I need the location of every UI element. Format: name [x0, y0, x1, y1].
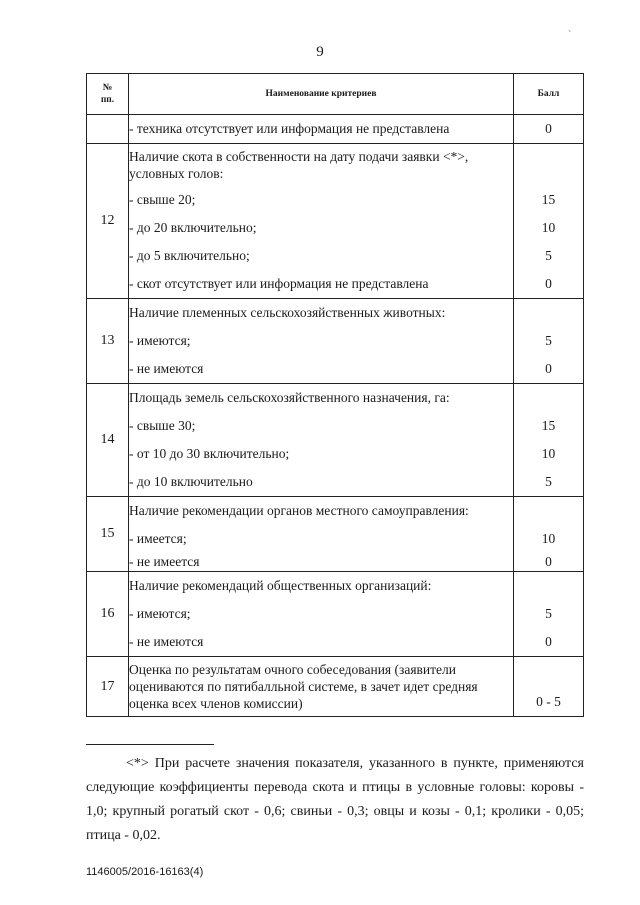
criterion-option: - имеются; — [129, 606, 191, 621]
criterion-option: - имеется; — [129, 531, 187, 546]
criterion-score: 10 — [541, 446, 556, 461]
criterion-option: - техника отсутствует или информация не представлена — [129, 115, 514, 144]
scan-mark: ˋ — [568, 30, 572, 41]
table-header-row — [87, 74, 584, 115]
table-row — [87, 657, 584, 717]
criterion-score-cell — [514, 144, 584, 299]
criteria-table — [86, 73, 584, 717]
table-row — [87, 497, 584, 572]
header-number-abbr: пп. — [100, 95, 115, 105]
criterion-score: 5 — [545, 248, 552, 263]
criterion-title: Оценка по результатам очного собеседования (заявители оцениваются по пятибалльной системе, в зачет идет средняя оценка всех членов комиссии) — [129, 662, 478, 711]
criterion-cell — [129, 497, 514, 572]
criterion-score: 5 — [545, 606, 552, 621]
footnote: <*> При расчете значения показателя, указанного в пункте, применяются следующие коэффициенты перевода скота и птицы в условные головы: коровы - 1,0; крупный рогатый скот - 0,6; свиньи - 0,3; овцы и козы - 0,1; кролики - 0,05; птица - 0,02. — [86, 756, 584, 843]
table-row — [87, 144, 584, 299]
criterion-score: 0 — [545, 554, 552, 569]
criterion-score: 10 — [541, 531, 556, 546]
criterion-cell — [129, 384, 514, 497]
criterion-title: Наличие племенных сельскохозяйственных животных: — [129, 305, 446, 320]
criterion-cell — [129, 572, 514, 657]
row-number — [87, 115, 129, 144]
criterion-option: - до 10 включительно — [129, 474, 253, 489]
criterion-score: 0 - 5 — [536, 694, 561, 709]
table-row-continued — [87, 115, 584, 144]
criterion-cell — [129, 657, 514, 717]
criterion-score: 15 — [541, 192, 556, 207]
criterion-score-cell — [514, 572, 584, 657]
criterion-title: Наличие скота в собственности на дату подачи заявки <*>, условных голов: — [129, 149, 469, 181]
criterion-title: Площадь земель сельскохозяйственного назначения, га: — [129, 390, 450, 405]
criterion-score: 0 — [545, 361, 552, 376]
table-row — [87, 299, 584, 384]
criterion-score: 0 — [514, 115, 584, 144]
criterion-cell — [129, 144, 514, 299]
criterion-score-cell — [514, 299, 584, 384]
criterion-option: - не имеются — [129, 361, 204, 376]
row-number: 17 — [87, 657, 129, 717]
footnote-divider — [86, 744, 214, 745]
criterion-title: Наличие рекомендаций общественных организаций: — [129, 578, 432, 593]
criterion-title: Наличие рекомендации органов местного самоуправления: — [129, 503, 469, 518]
criterion-score: 5 — [545, 333, 552, 348]
table-row — [87, 572, 584, 657]
criterion-option: - до 5 включительно; — [129, 248, 250, 263]
header-number-symbol: № — [102, 83, 113, 93]
criterion-option: - свыше 30; — [129, 418, 196, 433]
criterion-score: 0 — [545, 276, 552, 291]
row-number: 12 — [87, 144, 129, 299]
criterion-score: 0 — [545, 634, 552, 649]
criterion-score-cell — [514, 497, 584, 572]
criterion-option: - свыше 20; — [129, 192, 196, 207]
row-number: 13 — [87, 299, 129, 384]
header-number — [87, 74, 129, 115]
criterion-score-cell — [514, 384, 584, 497]
criterion-option: - имеются; — [129, 333, 191, 348]
document-id: 1146005/2016-16163(4) — [86, 866, 204, 878]
criterion-option: - не имеются — [129, 634, 204, 649]
criterion-score-cell — [514, 657, 584, 717]
row-number: 15 — [87, 497, 129, 572]
criterion-option: - от 10 до 30 включительно; — [129, 446, 290, 461]
criterion-option: - не имеется — [129, 554, 200, 569]
row-number: 16 — [87, 572, 129, 657]
table-row — [87, 384, 584, 497]
row-number: 14 — [87, 384, 129, 497]
criterion-option: - до 20 включительно; — [129, 220, 257, 235]
criterion-cell — [129, 299, 514, 384]
criterion-option: - скот отсутствует или информация не представлена — [129, 276, 429, 291]
page-number: 9 — [316, 44, 324, 60]
header-criteria-name: Наименование критериев — [129, 74, 514, 115]
criterion-score: 5 — [545, 474, 552, 489]
header-score: Балл — [514, 74, 584, 115]
criterion-score: 15 — [541, 418, 556, 433]
criterion-score: 10 — [541, 220, 556, 235]
